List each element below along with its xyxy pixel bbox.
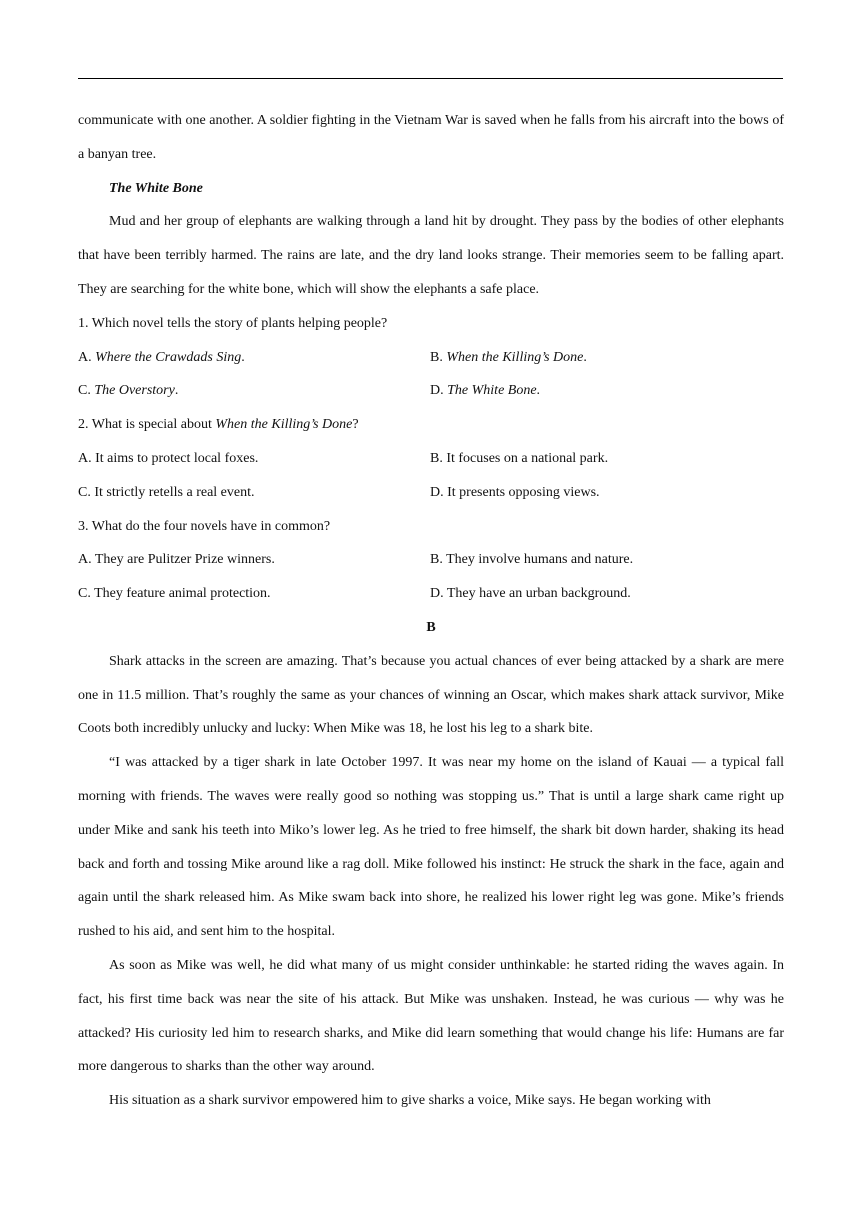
- question-3-stem: 3. What do the four novels have in common?: [78, 518, 331, 534]
- header-rule: [78, 78, 783, 79]
- option-2c[interactable]: C. It strictly retells a real event.: [78, 484, 255, 500]
- option-1c[interactable]: C. The Overstory.: [78, 383, 179, 399]
- section-b-paragraph: “I was attacked by a tiger shark in late October 1997. It was near my home on the island of Kauai — a typical fall morning with friends. The waves were really good so nothing was stopping us.” That is until a large shark came right up under Mike and sank his teeth into Miko’s lower leg. As he tried to free himself, the shark bit down harder, shaking its head back and forth and tossing Mike around like a rag doll. Mike followed his instinct: He struck the shark in the face, again and again until the shark released him. As Mike swam back into shore, he realized his lower right leg was gone. Mike’s friends rushed to his aid, and sent him to the hospital.: [78, 755, 784, 940]
- option-3a[interactable]: A. They are Pulitzer Prize winners.: [78, 552, 275, 568]
- option-3b[interactable]: B. They involve humans and nature.: [430, 552, 634, 568]
- option-1a[interactable]: A. Where the Crawdads Sing.: [78, 349, 245, 365]
- option-3c[interactable]: C. They feature animal protection.: [78, 586, 271, 602]
- question-3-options-row-1: [78, 543, 784, 577]
- white-bone-paragraph: Mud and her group of elephants are walking through a land hit by drought. They pass by the bodies of other elephants that have been terribly harmed. The rains are late, and the dry land looks strange. Their memories seem to be falling apart. They are searching for the white bone, which will show the elephants a safe place.: [78, 214, 784, 297]
- white-bone-heading: The White Bone: [109, 180, 203, 196]
- option-1d[interactable]: D. The White Bone.: [430, 383, 541, 399]
- option-2d[interactable]: D. It presents opposing views.: [430, 484, 600, 500]
- paragraph-continuation: communicate with one another. A soldier fighting in the Vietnam War is saved when he falls from his aircraft into the bows of a banyan tree.: [78, 113, 784, 162]
- question-1-options-row-2: [78, 374, 784, 408]
- section-b-paragraph: As soon as Mike was well, he did what many of us might consider unthinkable: he started riding the waves again. In fact, his first time back was near the site of his attack. But Mike was unshaken. Instead, he was curious — why was he attacked? His curiosity led him to research sharks, and Mike did learn something that would change his life: Humans are far more dangerous to sharks than the other way around.: [78, 957, 784, 1075]
- option-2a[interactable]: A. It aims to protect local foxes.: [78, 450, 259, 466]
- document-body: [78, 104, 784, 1118]
- option-2b[interactable]: B. It focuses on a national park.: [430, 450, 609, 466]
- question-1-stem: 1. Which novel tells the story of plants helping people?: [78, 315, 388, 331]
- question-3-options-row-2: [78, 577, 784, 611]
- question-2-options-row-1: [78, 442, 784, 476]
- question-1-options-row-1: [78, 341, 784, 375]
- option-3d[interactable]: D. They have an urban background.: [430, 586, 631, 602]
- section-b-heading: B: [426, 619, 436, 635]
- section-b-paragraph: His situation as a shark survivor empowered him to give sharks a voice, Mike says. He began working with: [109, 1093, 711, 1109]
- section-b-paragraph: Shark attacks in the screen are amazing. That’s because you actual chances of ever being attacked by a shark are mere one in 11.5 million. That’s roughly the same as your chances of winning an Oscar, which makes shark attack survivor, Mike Coots both incredibly unlucky and lucky: When Mike was 18, he lost his leg to a shark bite.: [78, 653, 784, 737]
- option-1b[interactable]: B. When the Killing’s Done.: [430, 349, 587, 365]
- question-2-stem: 2. What is special about When the Killing’s Done?: [78, 417, 359, 433]
- question-2-options-row-2: [78, 476, 784, 510]
